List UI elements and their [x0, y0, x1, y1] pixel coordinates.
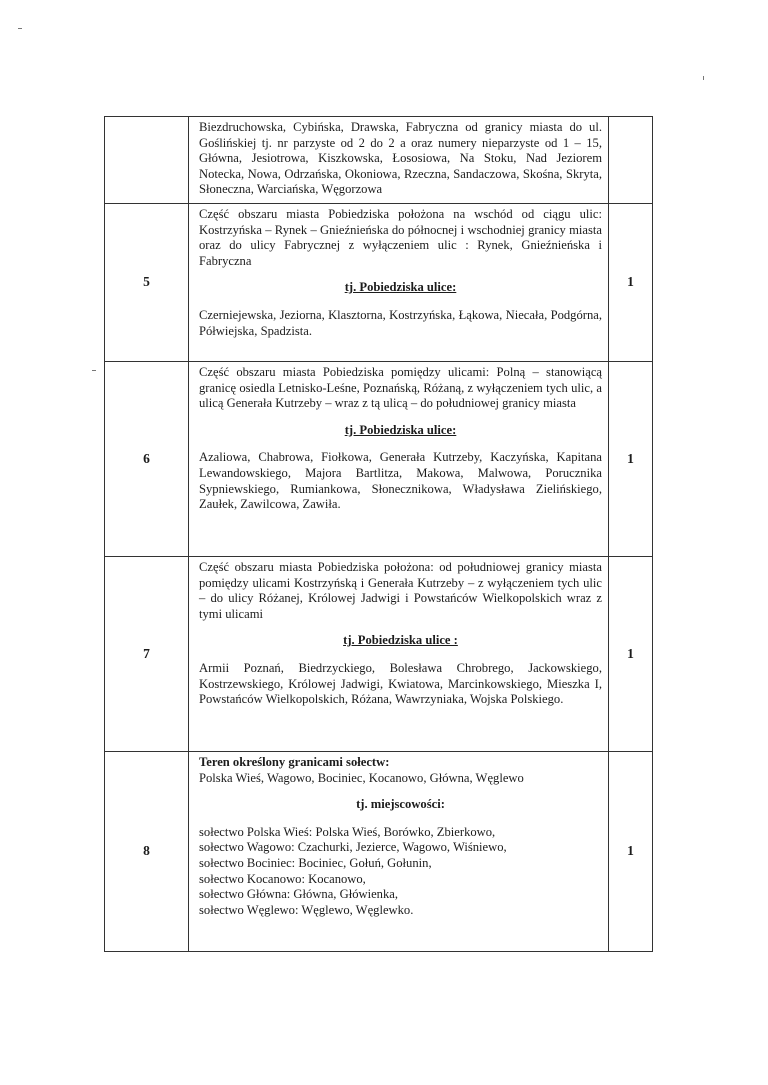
table-row [105, 751, 653, 951]
street-list: Azaliowa, Chabrowa, Fiołkowa, Generała Kutrzeby, Kaczyńska, Kapitana Lewandowskiego, Majora Bartlitza, Makowa, Malwowa, Porucznika Sypniewskiego, Rumiankowa, Słonecznikowa, Władysława Zielińskiego, Zaułek, Zawilcowa, Zawiła. [199, 450, 602, 512]
area-description: Część obszaru miasta Pobiedziska pomiędzy ulicami: Polną – stanowiącą granicę osiedla Letnisko-Leśne, Poznańską, Różaną, z wyłączeniem tych ulic, a ulicą Generała Kutrzeby – wraz z tą ulicą – do południowej granicy miasta [199, 364, 602, 411]
table-row [105, 556, 653, 751]
street-list: Czerniejewska, Jeziorna, Klasztorna, Kostrzyńska, Łąkowa, Niecała, Podgórna, Półwiejska, Spadzista. [199, 307, 602, 338]
village-line: sołectwo Główna: Główna, Główienka, [199, 887, 399, 902]
subheading: tj. Pobiedziska ulice : [343, 633, 458, 648]
table-row [105, 361, 653, 556]
row-description [189, 361, 609, 556]
village-line: sołectwo Bociniec: Bociniec, Gołuń, Gołunin, [199, 855, 432, 870]
row-number: 8 [105, 751, 189, 951]
row-count: 1 [609, 361, 653, 556]
table-row [105, 203, 653, 361]
table-row [105, 117, 653, 204]
area-heading: Teren określony granicami sołectw: [199, 754, 390, 769]
subheading: tj. Pobiedziska ulice: [344, 422, 457, 437]
row-count [609, 117, 653, 204]
area-description: Polska Wieś, Wagowo, Bociniec, Kocanowo, Główna, Węglewo [199, 770, 524, 785]
row-number: 5 [105, 203, 189, 361]
village-line: sołectwo Polska Wieś: Polska Wieś, Borówko, Zbierkowo, [199, 824, 496, 839]
street-list: Armii Poznań, Biedrzyckiego, Bolesława Chrobrego, Jackowskiego, Kostrzewskiego, Królowej Jadwigi, Kwiatowa, Marcinkowskiego, Mieszka I, Powstańców Wielkopolskich, Różana, Wawrzyniaka, Wojska Polskiego. [199, 660, 602, 707]
scan-mark [92, 370, 96, 371]
village-line: sołectwo Kocanowo: Kocanowo, [199, 871, 366, 886]
scan-mark [703, 76, 704, 80]
street-list: Biezdruchowska, Cybińska, Drawska, Fabryczna od granicy miasta do ul. Goślińskiej tj. nr parzyste od 2 do 2 a oraz numery nieparzyste od 1 – 15, Główna, Jesiotrowa, Kiszkowska, Łososiowa, Na Stoku, Nad Jeziorem Notecka, Nowa, Odrzańska, Okoniowa, Rzeczna, Sandaczowa, Skośna, Skryta, Słoneczna, Warciańska, Węgorzowa [199, 120, 602, 197]
village-line: sołectwo Węglewo: Węglewo, Węglewko. [199, 902, 414, 917]
row-count: 1 [609, 556, 653, 751]
area-description: Część obszaru miasta Pobiedziska położona na wschód od ciągu ulic: Kostrzyńska – Rynek – Gnieźnieńska do północnej i wschodniej granicy miasta oraz do ulicy Fabrycznej z wyłączeniem ulic : Rynek, Gnieźnieńska i Fabryczna [199, 206, 602, 268]
row-number [105, 117, 189, 204]
row-description [189, 203, 609, 361]
scan-mark [18, 28, 22, 29]
row-description [189, 751, 609, 951]
row-count: 1 [609, 203, 653, 361]
row-number: 6 [105, 361, 189, 556]
row-number: 7 [105, 556, 189, 751]
subheading: tj. Pobiedziska ulice: [344, 280, 457, 295]
area-description: Część obszaru miasta Pobiedziska położona: od południowej granicy miasta pomiędzy ulicami Kostrzyńską i Generała Kutrzeby – z wyłączeniem tych ulic – do ulicy Różanej, Królowej Jadwigi i Powstańców Wielkopolskich wraz z tymi ulicami [199, 559, 602, 621]
row-description [189, 117, 609, 204]
village-line: sołectwo Wagowo: Czachurki, Jezierce, Wagowo, Wiśniewo, [199, 840, 507, 855]
districts-table [104, 116, 653, 952]
row-description [189, 556, 609, 751]
row-count: 1 [609, 751, 653, 951]
subheading: tj. miejscowości: [356, 797, 445, 812]
